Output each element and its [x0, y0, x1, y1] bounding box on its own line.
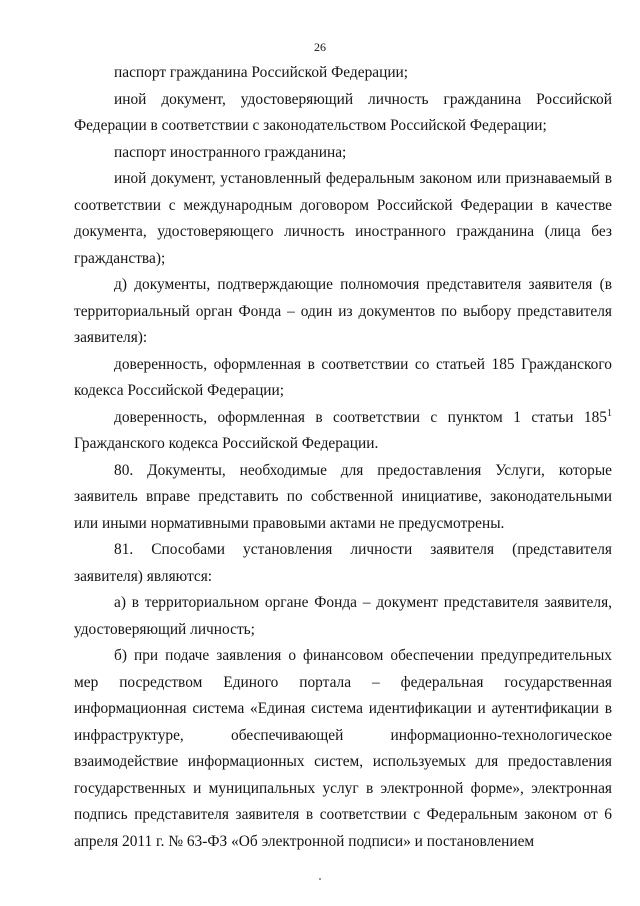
- paragraph-185-1-after: Гражданского кодекса Российской Федерации.: [74, 435, 379, 452]
- paragraph-power-of-attorney-185: доверенность, оформленная в соответствии со статьей 185 Гражданского кодекса Российской Федерации;: [74, 355, 612, 399]
- paragraph-item-80: 80. Документы, необходимые для предоставления Услуги, которые заявитель вправе представить по собственной инициативе, законодательными или иными нормативными правовыми актами не предусмотрены.: [74, 461, 612, 532]
- paragraph-other-id-rf: иной документ, удостоверяющий личность гражданина Российской Федерации в соответствии с законодательством Российской Федерации;: [74, 90, 612, 134]
- paragraph-item-81: 81. Способами установления личности заявителя (представителя заявителя) являются:: [74, 541, 612, 585]
- paragraph-item-81-b: б) при подаче заявления о финансовом обеспечении предупредительных мер посредством Единого портала – федеральная государственная информационная система «Единая система идентификации и аутентификации в инфраструктуре, обеспечивающей информационно-технологическое взаимодействие информационных систем, используемых для предоставления государственных и муниципальных услуг в электронной форме», электронная подпись представителя заявителя в соответствии с Федеральным законом от 6 апреля 2011 г. № 63-ФЗ «Об электронной подписи» и постановлением: [74, 647, 612, 850]
- paragraph-185-1-before: доверенность, оформленная в соответствии с пунктом 1 статьи 185: [114, 408, 607, 426]
- scan-speck: [319, 878, 321, 880]
- paragraph-item-d: д) документы, подтверждающие полномочия представителя заявителя (в территориальный орган Фонда – один из документов по выбору представителя заявителя):: [74, 276, 612, 346]
- paragraph-item-81-a: а) в территориальном органе Фонда – документ представителя заявителя, удостоверяющий личность;: [74, 594, 612, 638]
- paragraph-passport-rf: паспорт гражданина Российской Федерации;: [114, 64, 409, 81]
- superscript-article-index: 1: [607, 407, 612, 419]
- paragraph-other-id-foreign: иной документ, установленный федеральным законом или признаваемый в соответствии с международным договором Российской Федерации в качестве документа, удостоверяющего личность иностранного гражданина (лица без гражданства);: [74, 170, 612, 267]
- document-body: [74, 60, 612, 855]
- paragraph-power-of-attorney-185-1: [74, 405, 612, 458]
- page-number: 26: [314, 40, 326, 54]
- paragraph-foreign-passport: паспорт иностранного гражданина;: [114, 143, 347, 161]
